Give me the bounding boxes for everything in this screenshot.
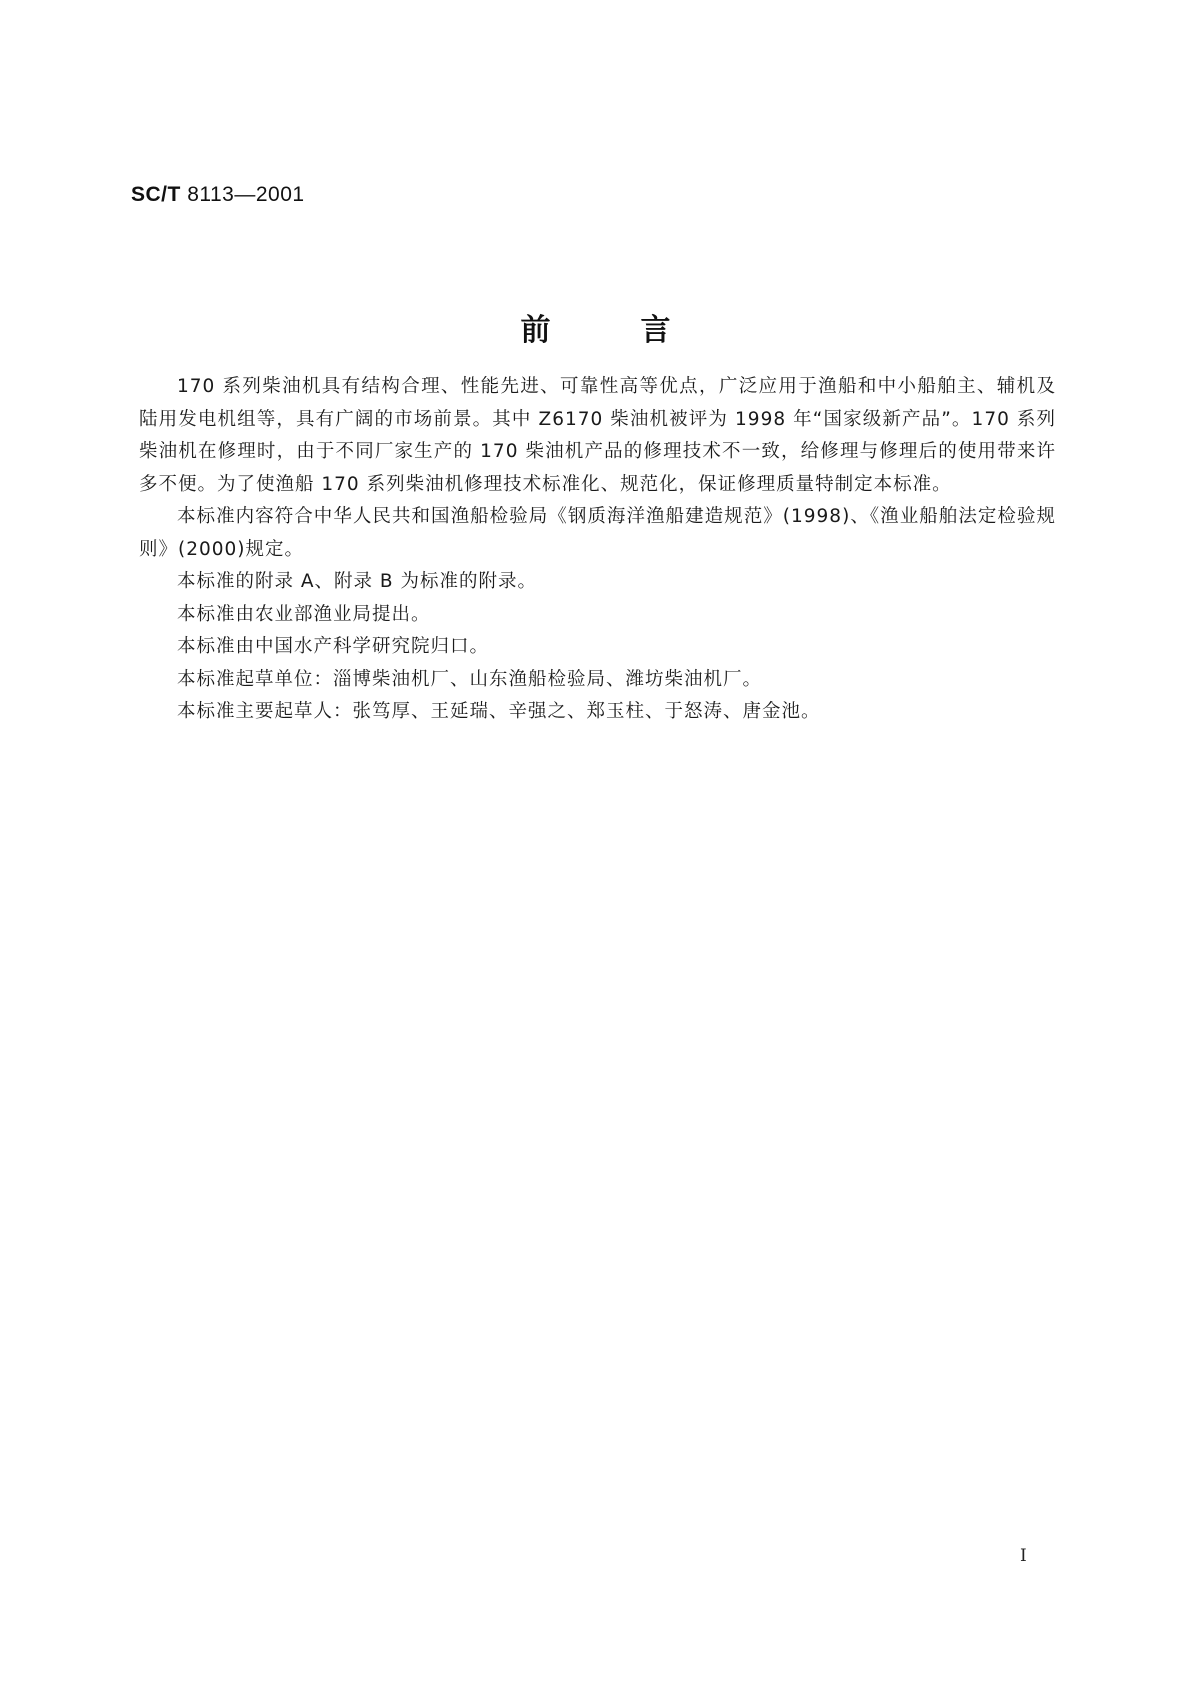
paragraph-centralized: 本标准由中国水产科学研究院归口。 xyxy=(177,636,490,657)
paragraph-appendix: 本标准的附录 A、附录 B 为标准的附录。 xyxy=(177,571,537,592)
paragraph-drafters: 本标准主要起草人：张笃厚、王延瑞、辛强之、郑玉柱、于怒涛、唐金池。 xyxy=(177,701,821,722)
standard-prefix: SC/T xyxy=(131,183,181,206)
paragraph-drafting-units: 本标准起草单位：淄博柴油机厂、山东渔船检验局、潍坊柴油机厂。 xyxy=(177,668,763,690)
paragraph-compliance: 本标准内容符合中华人民共和国渔船检验局《钢质海洋渔船建造规范》(1998)、《渔业船舶法定检验规则》(2000)规定。 xyxy=(139,506,1056,560)
standard-code xyxy=(131,183,305,207)
standard-number: 8113—2001 xyxy=(187,183,305,206)
page-title: 前言 xyxy=(520,313,761,348)
paragraph-intro: 170 系列柴油机具有结构合理、性能先进、可靠性高等优点，广泛应用于渔船和中小船舶主、辅机及陆用发电机组等，具有广阔的市场前景。其中 Z6170 柴油机被评为 1998 年“国家级新产品”。170 系列柴油机在修理时，由于不同厂家生产的 170 柴油机产品的修理技术不一致，给修理与修理后的使用带来许多不便。为了使渔船 170 系列柴油机修理技术标准化、规范化，保证修理质量特制定本标准。 xyxy=(139,376,1056,495)
foreword-body xyxy=(139,371,1056,729)
page-number: I xyxy=(1020,1546,1027,1566)
paragraph-proposer: 本标准由农业部渔业局提出。 xyxy=(177,603,431,625)
